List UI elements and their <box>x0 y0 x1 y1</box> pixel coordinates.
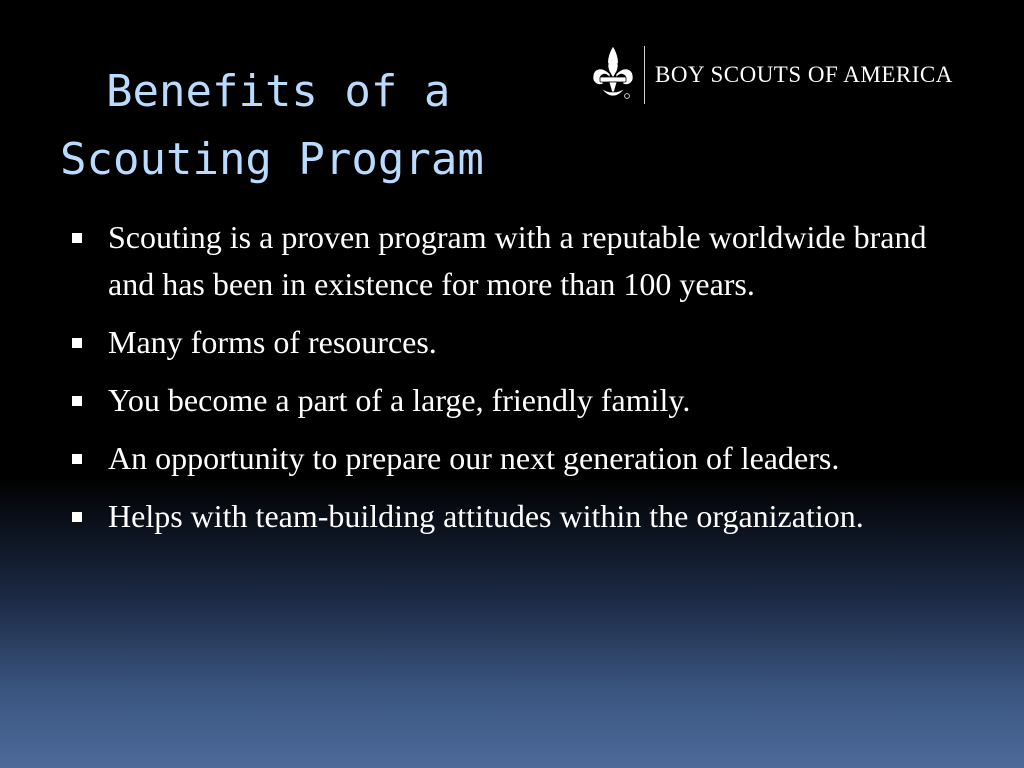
bsa-logo <box>590 44 953 106</box>
slide-title-line-2: Scouting Program <box>60 134 484 185</box>
bullet-item <box>72 377 952 424</box>
square-bullet-icon <box>72 233 82 243</box>
slide-title-line-1: Benefits of a <box>106 66 451 117</box>
bullet-text: Many forms of resources. <box>108 324 437 360</box>
bullet-text: You become a part of a large, friendly family. <box>108 382 691 418</box>
bullet-text: An opportunity to prepare our next generation of leaders. <box>108 440 840 476</box>
bullet-item <box>72 319 952 366</box>
square-bullet-icon <box>72 396 82 406</box>
bullet-text: Scouting is a proven program with a reputable worldwide brand and has been in existence for more than 100 years. <box>108 219 927 302</box>
square-bullet-icon <box>72 454 82 464</box>
square-bullet-icon <box>72 338 82 348</box>
bullet-list <box>72 214 952 551</box>
bullet-text: Helps with team-building attitudes within the organization. <box>108 498 864 534</box>
bsa-logo-text: BOY SCOUTS OF AMERICA <box>655 62 953 87</box>
logo-divider <box>644 46 645 104</box>
bullet-item <box>72 214 952 308</box>
slide-title <box>60 58 580 194</box>
square-bullet-icon <box>72 512 82 522</box>
fleur-de-lis-icon <box>590 44 636 106</box>
bullet-item <box>72 493 952 540</box>
bullet-item <box>72 435 952 482</box>
